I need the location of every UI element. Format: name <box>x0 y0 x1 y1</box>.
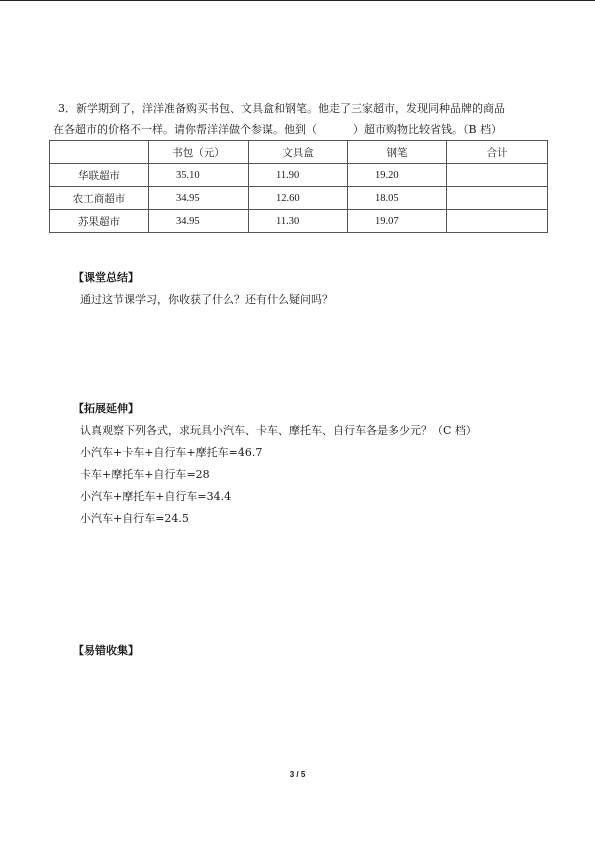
store-name: 苏果超市 <box>50 210 149 233</box>
price-box: 11.90 <box>249 164 348 187</box>
price-bag: 35.10 <box>149 164 249 187</box>
price-pen: 19.20 <box>348 164 447 187</box>
summary-heading: 【课堂总结】 <box>73 271 139 284</box>
total-cell[interactable] <box>447 187 548 210</box>
header-total: 合计 <box>447 141 548 164</box>
header-corner <box>50 141 149 164</box>
price-table <box>49 140 548 233</box>
header-bag: 书包（元） <box>149 141 249 164</box>
table-header-row <box>50 141 548 164</box>
equation-2: 卡车+摩托车+自行车=28 <box>80 468 210 481</box>
header-box: 文具盒 <box>249 141 348 164</box>
equation-3: 小汽车+摩托车+自行车=34.4 <box>80 490 232 503</box>
table-row <box>50 210 548 233</box>
equation-4: 小汽车+自行车=24.5 <box>80 512 189 525</box>
table-row <box>50 187 548 210</box>
question-3-line-2-start: 在各超市的价格不一样。请你帮洋洋做个参谋。他到（ <box>53 123 317 136</box>
mistakes-heading: 【易错收集】 <box>73 644 139 657</box>
extension-prompt: 认真观察下列各式，求玩具小汽车、卡车、摩托车、自行车各是多少元？（C 档） <box>80 424 477 437</box>
header-pen: 钢笔 <box>348 141 447 164</box>
question-3-line-2 <box>53 123 502 137</box>
price-bag: 34.95 <box>149 187 249 210</box>
price-pen: 18.05 <box>348 187 447 210</box>
top-border-line <box>0 0 595 1</box>
price-pen: 19.07 <box>348 210 447 233</box>
question-3-line-2-end: ）超市购物比较省钱。（B 档） <box>353 123 503 136</box>
price-bag: 34.95 <box>149 210 249 233</box>
page-number: 3 / 5 <box>289 770 306 779</box>
extension-heading: 【拓展延伸】 <box>73 402 139 415</box>
store-name: 华联超市 <box>50 164 149 187</box>
total-cell[interactable] <box>447 210 548 233</box>
total-cell[interactable] <box>447 164 548 187</box>
equation-1: 小汽车+卡车+自行车+摩托车=46.7 <box>80 446 263 459</box>
summary-text: 通过这节课学习，你收获了什么？还有什么疑问吗？ <box>80 293 333 306</box>
question-3-line-1: 3．新学期到了，洋洋准备购买书包、文具盒和钢笔。他走了三家超市，发现同种品牌的商品 <box>58 102 505 115</box>
price-box: 12.60 <box>249 187 348 210</box>
table-row <box>50 164 548 187</box>
price-box: 11.30 <box>249 210 348 233</box>
store-name: 农工商超市 <box>50 187 149 210</box>
